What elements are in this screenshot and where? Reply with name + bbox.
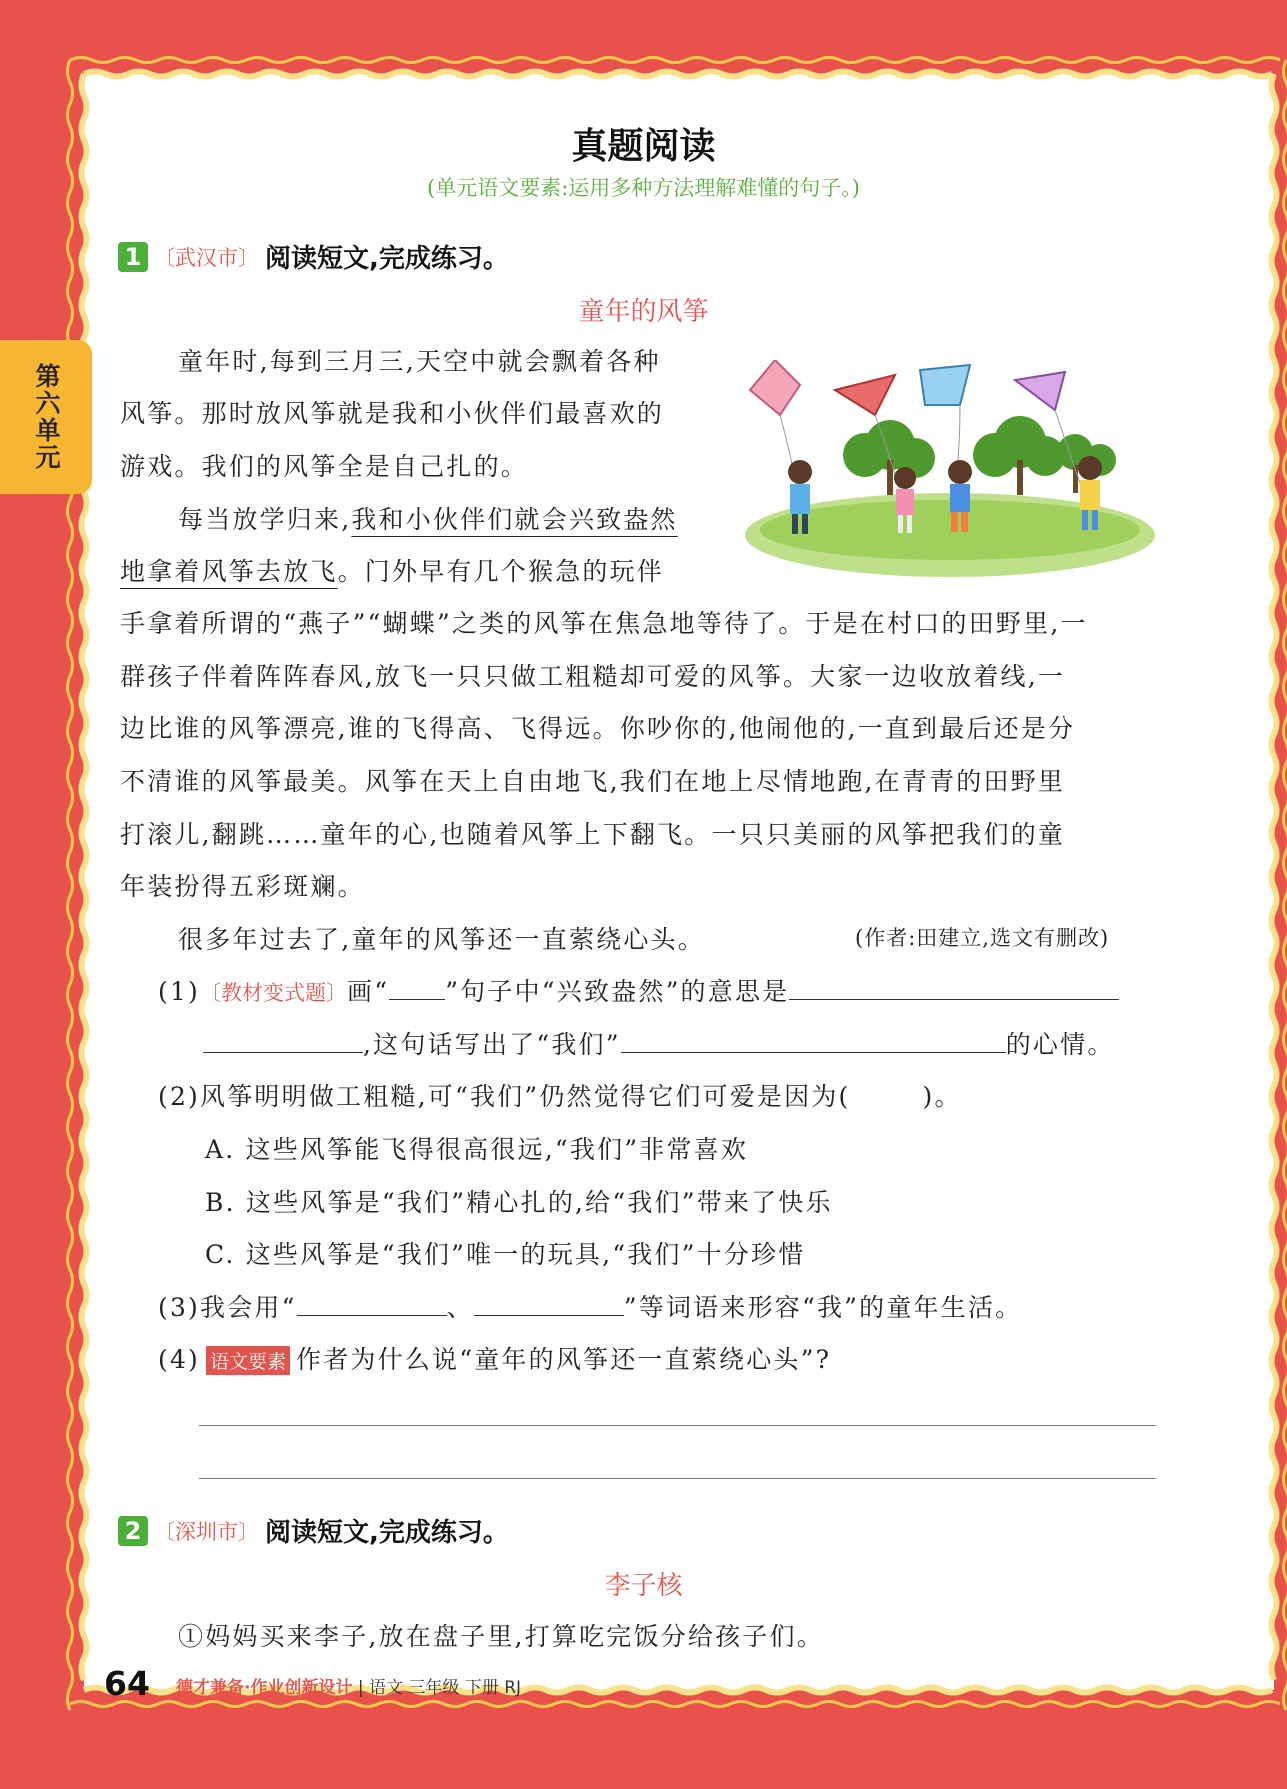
underlined-sentence: 我和小伙伴们就会兴致盎然 [351,505,678,534]
option-c: C. 这些风筝是“我们”唯一的玩具,“我们”十分珍惜 [205,1240,806,1269]
text-run: ,这句话写出了“我们” [363,1030,621,1059]
question-number-badge: 2 [118,1516,148,1546]
text-run: (3)我会用“ [158,1293,297,1322]
answer-blank[interactable] [474,1291,624,1316]
passage-line [178,500,678,536]
answer-blank[interactable] [389,975,445,1000]
sub-question-3 [158,1288,1022,1324]
page-number: 64 [104,1664,150,1703]
answer-blank[interactable] [203,1028,363,1053]
author-credit: (作者:田建立,选文有删改) [855,926,1110,950]
text-run: 每当放学归来, [178,505,352,534]
answer-blank[interactable] [621,1028,1006,1053]
text-run: 。门外早有几个猴急的玩伴 [337,557,665,586]
text-run: (2)风筝明明做工粗糙,可“我们”仍然觉得它们可爱是因为( [158,1082,851,1111]
question-source: 〔深圳市〕 [154,1519,259,1544]
question-instruction: 阅读短文,完成练习。 [265,1518,509,1548]
passage-line: 年装扮得五彩斑斓。 [120,872,365,901]
passage-line: 群孩子伴着阵阵春风,放飞一只只做工粗糙却可爱的风筝。大家一边收放着线,一 [120,662,1066,691]
text-run: 画“ [347,977,390,1006]
passage-title: 李子核 [604,1571,683,1601]
question-instruction: 阅读短文,完成练习。 [265,244,509,274]
passage-line: 童年时,每到三月三,天空中就会飘着各种 [178,347,661,376]
text-run: 的心情。 [1005,1030,1115,1059]
passage-line: 游戏。我们的风筝全是自己扎的。 [120,452,529,481]
unit-tab [0,340,92,494]
page-subtitle: (单元语文要素:运用多种方法理解难懂的句子。) [427,176,860,200]
page-title: 真题阅读 [571,126,716,167]
text-run: )。 [922,1082,962,1111]
passage-line: 很多年过去了,童年的风筝还一直萦绕心头。 [178,925,705,954]
question-2-header [118,1512,509,1549]
footer-info [176,1673,521,1698]
sub-question-number: (1) [158,977,201,1006]
passage-line: 手拿着所谓的“燕子”“蝴蝶”之类的风筝在焦急地等待了。于是在村口的田野里,一 [120,609,1088,638]
question-tag: 〔教材变式题〕 [200,981,348,1005]
sub-question-2 [158,1077,962,1113]
sub-question-number: (4) [158,1345,201,1374]
kite-illustration [745,360,1155,580]
text-run: 作者为什么说“童年的风筝还一直萦绕心头”? [296,1345,832,1374]
answer-line[interactable] [199,1425,1156,1426]
option-b: B. 这些风筝是“我们”精心扎的,给“我们”带来了快乐 [205,1188,833,1217]
sub-question-1-cont [203,1025,1115,1061]
question-number-badge: 1 [118,242,148,272]
passage-line: 边比谁的风筝漂亮,谁的飞得高、飞得远。你吵你的,他闹他的,一直到最后还是分 [120,714,1076,743]
underlined-sentence: 地拿着风筝去放飞 [120,557,338,586]
answer-blank[interactable] [297,1291,447,1316]
element-tag: 语文要素 [206,1346,290,1375]
passage-line: 不清谁的风筝最美。风筝在天上自由地飞,我们在地上尽情地跑,在青青的田野里 [120,767,1066,796]
passage-title: 童年的风筝 [578,297,709,327]
footer-meta: | 语文 三年级 下册 RJ [357,1678,522,1698]
text-run: ”句子中“兴致盎然”的意思是 [445,977,790,1006]
text-run: 、 [446,1293,474,1322]
passage-line [120,552,664,588]
sub-question-4 [158,1340,831,1376]
passage-line: ①妈妈买来李子,放在盘子里,打算吃完饭分给孩子们。 [178,1622,824,1651]
answer-line[interactable] [199,1478,1156,1479]
unit-tab-label: 第六单元 [32,363,61,471]
text-run: ”等词语来形容“我”的童年生活。 [623,1293,1023,1322]
passage-line: 打滚儿,翻跳……童年的心,也随着风筝上下翻飞。一只只美丽的风筝把我们的童 [120,820,1066,849]
question-1-header [118,238,509,275]
footer-brand: 德才兼备·作业创新设计 [176,1678,353,1698]
option-a: A. 这些风筝能飞得很高很远,“我们”非常喜欢 [205,1135,749,1164]
sub-question-1 [158,972,1119,1008]
passage-line: 风筝。那时放风筝就是我和小伙伴们最喜欢的 [120,399,665,428]
answer-blank[interactable] [789,975,1119,1000]
question-source: 〔武汉市〕 [154,245,259,270]
